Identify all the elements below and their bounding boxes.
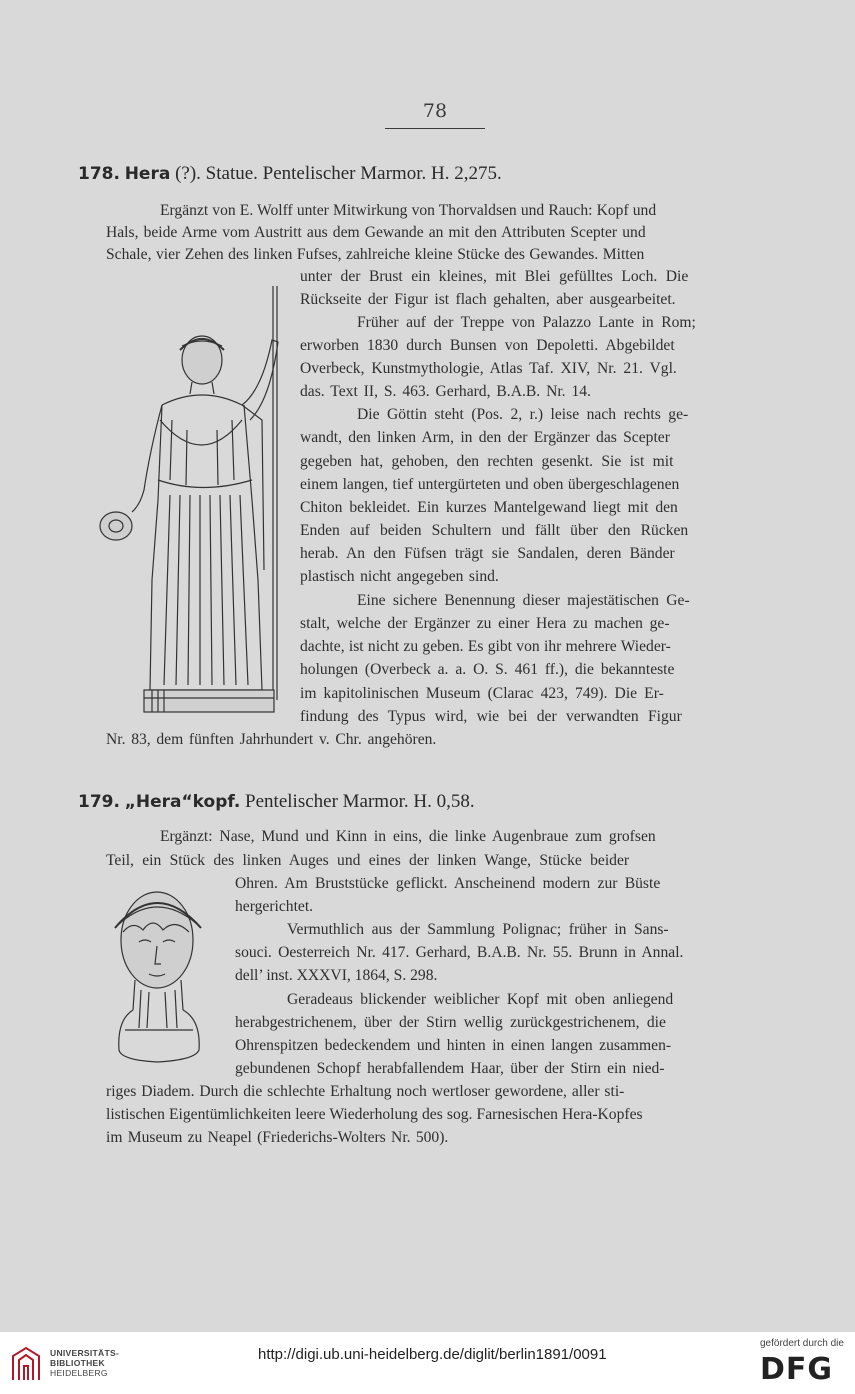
dfg-logo: DFG — [760, 1352, 834, 1387]
text-line: Overbeck, Kunstmythologie, Atlas Taf. XIV, Nr. 21. Vgl. — [300, 360, 677, 377]
text-line: erworben 1830 durch Bunsen von Depoletti. Abgebildet — [300, 337, 675, 354]
university-library-logo-icon — [10, 1346, 42, 1382]
text-line: Geradeaus blickender weiblicher Kopf mit oben anliegend — [287, 991, 674, 1008]
entry-number: 178. — [78, 164, 120, 184]
text-line: souci. Oesterreich Nr. 417. Gerhard, B.A.B. Nr. 55. Brunn in Annal. — [235, 944, 684, 961]
text-line: Früher auf der Treppe von Palazzo Lante in Rom; — [357, 314, 696, 331]
text-line: dachte, ist nicht zu geben. Es gibt von ihr mehrere Wieder- — [300, 638, 671, 655]
library-line: BIBLIOTHEK — [50, 1358, 105, 1368]
text-line: Ergänzt: Nase, Mund und Kinn in eins, die linke Augenbraue zum grofsen — [160, 828, 656, 845]
funded-by-text: gefördert durch die — [760, 1338, 844, 1349]
source-url-link[interactable]: http://digi.ub.uni-heidelberg.de/diglit/berlin1891/0091 — [258, 1346, 607, 1363]
text-line: Rückseite der Figur ist flach gehalten, aber ausgearbeitet. — [300, 291, 676, 308]
text-line: plastisch nicht angegeben sind. — [300, 568, 499, 585]
text-line: gebundenen Schopf herabfallendem Haar, über der Stirn ein nied- — [235, 1060, 665, 1077]
text-line: Ergänzt von E. Wolff unter Mitwirkung von Thorvaldsen und Rauch: Kopf und — [160, 202, 657, 219]
hera-statue-illustration — [92, 280, 287, 720]
text-line: Hals, beide Arme vom Austritt aus dem Gewande an mit den Attributen Scepter und — [106, 224, 646, 241]
library-line: UNIVERSITÄTS- — [50, 1348, 120, 1358]
text-line: im Museum zu Neapel (Friederichs-Wolters Nr. 500). — [106, 1129, 449, 1146]
hera-head-illustration — [103, 880, 215, 1070]
text-line: listischen Eigentümlichkeiten leere Wiederholung des sog. Farnesischen Hera-Kopfes — [106, 1106, 643, 1123]
entry-number: 179. — [78, 792, 120, 812]
text-line: Vermuthlich aus der Sammlung Polignac; früher in Sans- — [287, 921, 669, 938]
text-line: riges Diadem. Durch die schlechte Erhaltung noch wertloser gewordene, aller sti- — [106, 1083, 625, 1100]
text-line: gegeben hat, gehoben, den rechten gesenkt. Sie ist mit — [300, 453, 674, 470]
text-line: Teil, ein Stück des linken Auges und eines der linken Wange, Stücke beider — [106, 852, 630, 869]
text-line: einem langen, tief untergürteten und oben übergeschlagenen — [300, 476, 680, 493]
footer-bar — [0, 1332, 855, 1394]
entry-name: „Hera“kopf. — [124, 792, 241, 812]
text-line: herabgestrichenem, über der Stirn wellig zurückgestrichenem, die — [235, 1014, 666, 1031]
entry-178-heading — [78, 163, 502, 185]
text-line: herab. An den Füfsen trägt sie Sandalen, deren Bänder — [300, 545, 675, 562]
text-line: dell’ inst. XXXVI, 1864, S. 298. — [235, 967, 438, 984]
text-line: stalt, welche der Ergänzer zu einer Hera zu machen ge- — [300, 615, 670, 632]
entry-name: Hera — [124, 164, 171, 184]
page-number: 78 — [422, 100, 448, 122]
text-line: holungen (Overbeck a. a. O. S. 461 ff.), die bekannteste — [300, 661, 675, 678]
text-line: findung des Typus wird, wie bei der verwandten Figur — [300, 708, 682, 725]
entry-heading-rest: (?). Statue. Pentelischer Marmor. H. 2,275. — [170, 163, 502, 184]
text-line: das. Text II, S. 463. Gerhard, B.A.B. Nr. 14. — [300, 383, 591, 400]
text-line: Ohren. Am Bruststücke geflickt. Anscheinend modern zur Büste — [235, 875, 661, 892]
text-line: Eine sichere Benennung dieser majestätischen Ge- — [357, 592, 690, 609]
text-line: im kapitolinischen Museum (Clarac 423, 749). Die Er- — [300, 685, 664, 702]
entry-heading-rest: Pentelischer Marmor. H. 0,58. — [240, 791, 475, 812]
text-line: Enden auf beiden Schultern und fällt über den Rücken — [300, 522, 689, 539]
text-line: Die Göttin steht (Pos. 2, r.) leise nach rechts ge- — [357, 406, 689, 423]
text-line: Chiton bekleidet. Ein kurzes Mantelgewand liegt mit den — [300, 499, 678, 516]
page-number-rule — [385, 128, 485, 129]
text-line: wandt, den linken Arm, in den der Ergänzer das Scepter — [300, 429, 670, 446]
text-line: Schale, vier Zehen des linken Fufses, zahlreiche kleine Stücke des Gewandes. Mitten — [106, 246, 645, 263]
text-line: Nr. 83, dem fünften Jahrhundert v. Chr. angehören. — [106, 731, 437, 748]
library-line: HEIDELBERG — [50, 1368, 108, 1378]
text-line: unter der Brust ein kleines, mit Blei gefülltes Loch. Die — [300, 268, 689, 285]
text-line: Ohrenspitzen bedeckendem und hinten in einen langen zusammen- — [235, 1037, 672, 1054]
text-line: hergerichtet. — [235, 898, 314, 915]
entry-179-heading — [78, 791, 475, 813]
university-library-name — [50, 1348, 119, 1378]
